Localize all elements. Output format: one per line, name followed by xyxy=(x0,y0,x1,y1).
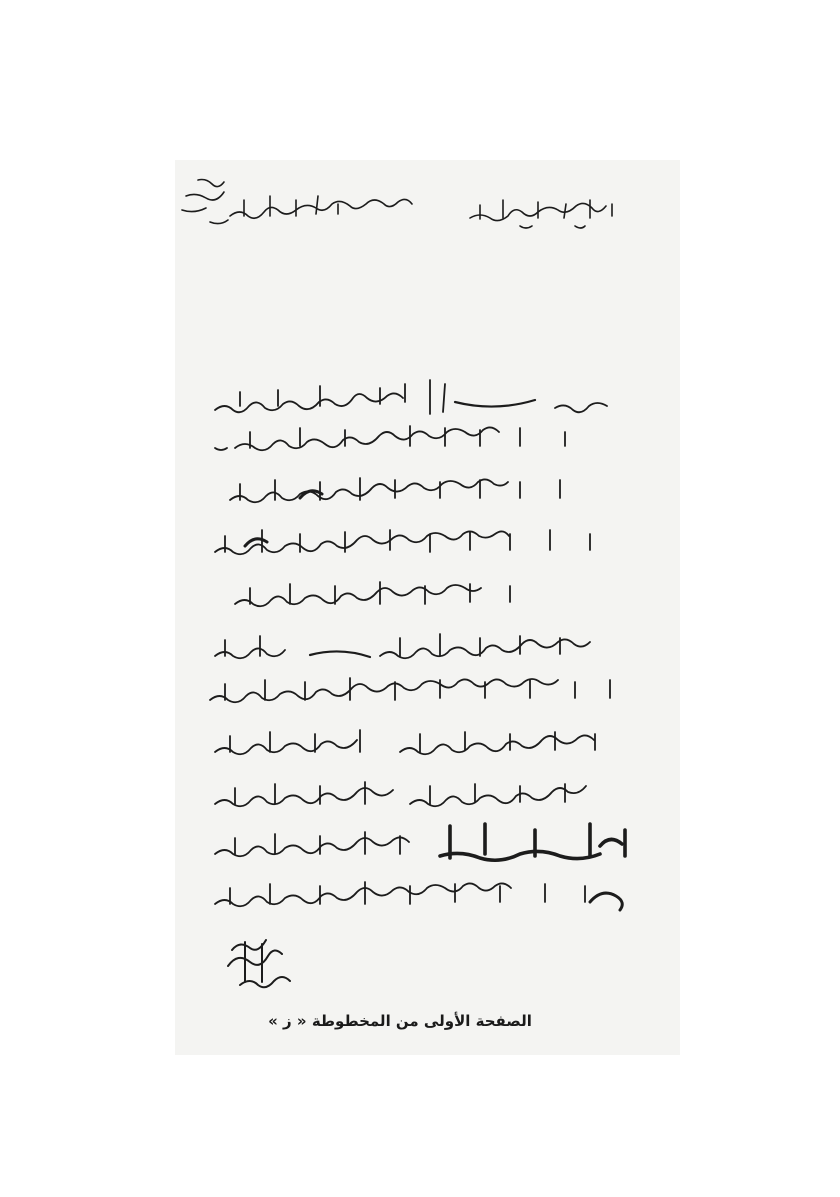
text-line-5 xyxy=(235,582,510,606)
text-line-3 xyxy=(230,478,560,502)
signature-mark xyxy=(228,940,290,987)
text-line-1 xyxy=(215,380,607,414)
text-line-7 xyxy=(210,678,610,702)
text-line-10 xyxy=(215,824,625,860)
text-line-2 xyxy=(215,426,565,450)
header-basmala xyxy=(470,200,612,228)
text-line-8 xyxy=(215,730,595,754)
header-salutation xyxy=(182,180,412,224)
text-line-11 xyxy=(215,882,622,910)
text-line-4 xyxy=(215,530,590,554)
page-caption: الصفحة الأولى من المخطوطة « ز » xyxy=(268,1012,532,1030)
text-line-6 xyxy=(215,634,590,658)
text-line-9 xyxy=(215,782,586,806)
